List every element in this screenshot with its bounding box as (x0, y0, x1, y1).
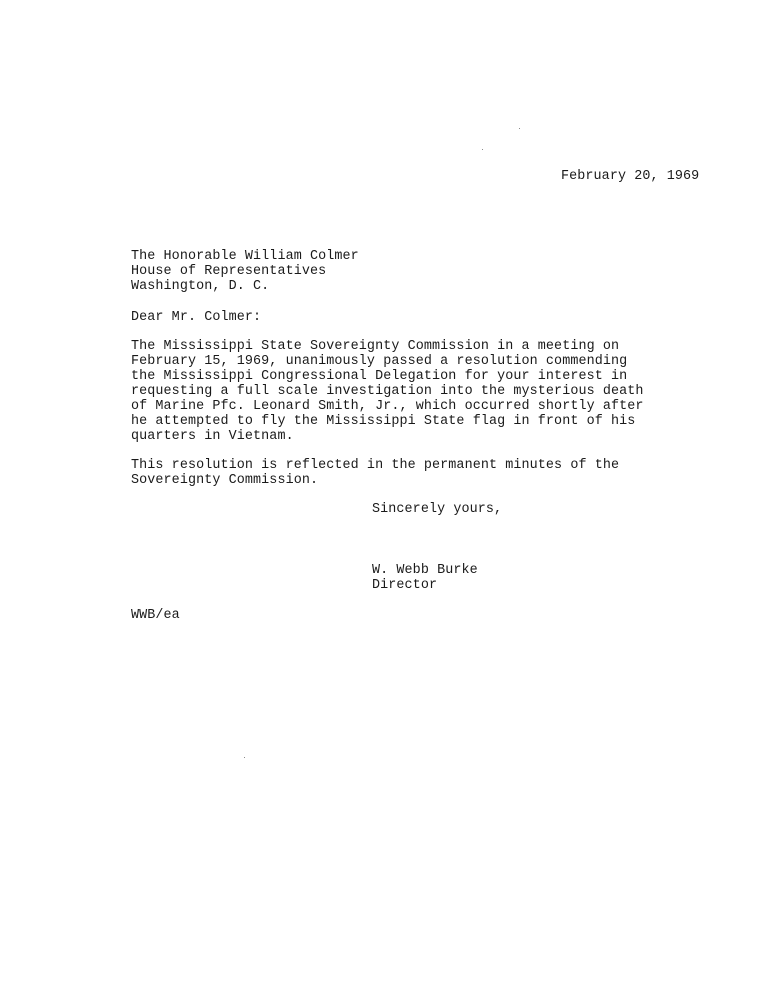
signer-title: Director (372, 578, 438, 593)
complimentary-closing: Sincerely yours, (372, 502, 503, 517)
reference-initials: WWB/ea (131, 608, 180, 623)
paper-speck (519, 128, 520, 129)
paragraph-line: he attempted to fly the Mississippi State flag in front of his (131, 414, 636, 429)
paper-speck (482, 149, 483, 150)
salutation: Dear Mr. Colmer: (131, 310, 262, 325)
recipient-name: The Honorable William Colmer (131, 249, 359, 264)
paragraph-line: requesting a full scale investigation into the mysterious death (131, 384, 644, 399)
paragraph-line: February 15, 1969, unanimously passed a resolution commending (131, 354, 628, 369)
paragraph-line: the Mississippi Congressional Delegation for your interest in (131, 369, 628, 384)
paper-speck (244, 757, 245, 758)
recipient-office: House of Representatives (131, 264, 327, 279)
signer-name: W. Webb Burke (372, 563, 478, 578)
paragraph-line: The Mississippi State Sovereignty Commission in a meeting on (131, 339, 620, 354)
letter-date: February 20, 1969 (561, 169, 700, 184)
paragraph-line: This resolution is reflected in the permanent minutes of the (131, 458, 620, 473)
paragraph-line: of Marine Pfc. Leonard Smith, Jr., which occurred shortly after (131, 399, 644, 414)
paragraph-line: quarters in Vietnam. (131, 429, 294, 444)
paragraph-line: Sovereignty Commission. (131, 473, 319, 488)
recipient-city: Washington, D. C. (131, 279, 270, 294)
